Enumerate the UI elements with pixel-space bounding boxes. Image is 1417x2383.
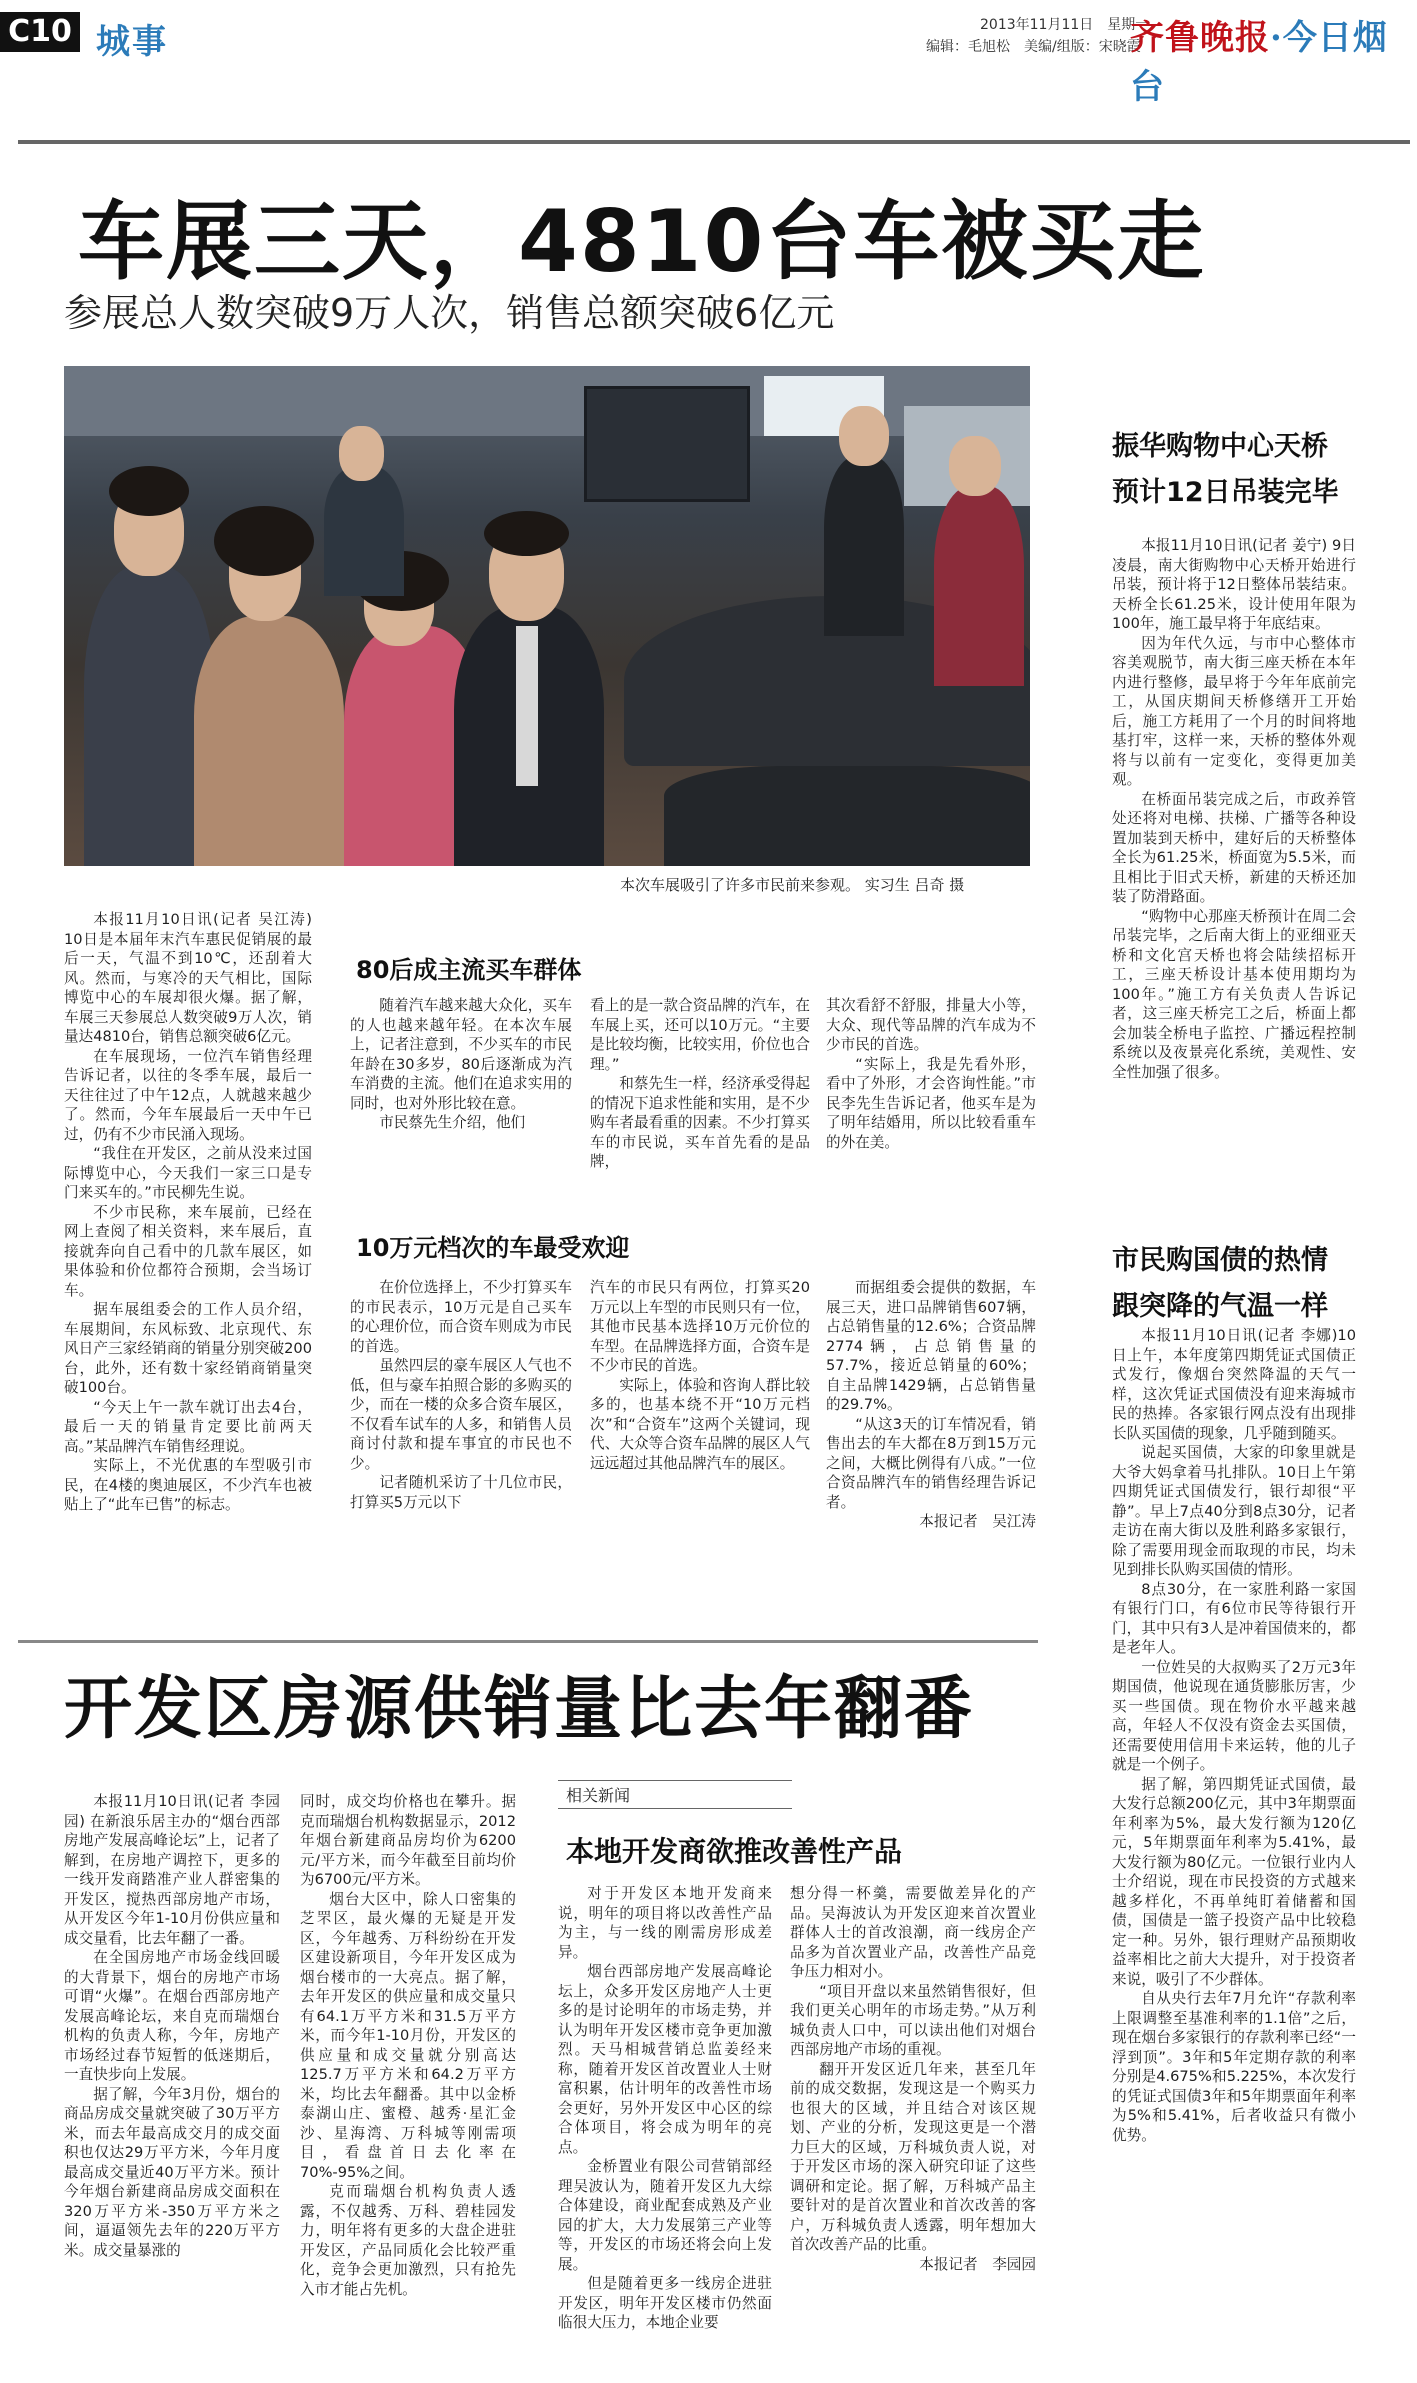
paragraph: 本报11月10日讯(记者 吴江涛) 10日是本届年末汽车惠民促销展的最后一天，气温不到10℃，还刮着大风。然而，与寒冷的天气相比，国际博览中心的车展却很火爆。据了解，车展三天参展总人数突破9万人次，销量达4810台，销售总额突破6亿元。 [64, 911, 312, 1045]
paragraph: 实际上，不光优惠的车型吸引市民，在4楼的奥迪展区，不少汽车也被贴上了“此车已售”的标志。 [64, 1457, 312, 1513]
page-number: C10 [0, 12, 80, 52]
paragraph: 看上的是一款合资品牌的汽车，在车展上买，还可以10万元。“主要是比较均衡，比较实用，价位也合理。” [590, 997, 810, 1073]
paragraph: 虽然四层的豪车展区人气也不低，但与豪车拍照合影的多购买的少，而在一楼的众多合资车展区，不仅看车试车的人多，和销售人员商讨付款和提车事宜的市民也不少。 [350, 1357, 572, 1472]
paragraph: 8点30分，在一家胜利路一家国有银行门口，有6位市民等待银行开门，其中只有3人是冲着国债来的，都是老年人。 [1112, 1580, 1356, 1656]
car-show-photo [64, 366, 1030, 866]
lead-headline: 车展三天，4810台车被买走 [78, 192, 1206, 292]
section-name: 城事 [96, 22, 168, 62]
paragraph: 同时，成交均价格也在攀升。据克而瑞烟台机构数据显示，2012年烟台新建商品房均价为6200元/平方米，而今年截至目前均价为6700元/平方米。 [300, 1793, 516, 1888]
paragraph: 不少市民称，来车展前，已经在网上查阅了相关资料，来车展后，直接就奔向自己看中的几款车展区，如果体验和价位都符合预期，会当场订车。 [64, 1203, 312, 1299]
photo-face [949, 436, 1001, 496]
masthead-brand [1130, 10, 1417, 108]
paragraph: 自从央行去年7月允许“存款利率上限调整至基准利率的1.1倍”之后，现在烟台多家银行的存款利率已经“一浮到顶”。3年和5年定期存款的利率分别是4.675%和5.225%，本次发行的凭证式国债3年和5年期票面年利率为5%和5.41%，后者收益只有微小优势。 [1112, 1990, 1356, 2144]
paragraph: 在价位选择上，不少打算买车的市民表示，10万元是自己买车的心理价位，而合资车则成为市民的首选。 [350, 1279, 572, 1355]
paragraph: “实际上，我是先看外形，看中了外形，才会咨询性能。”市民李先生告诉记者，他买车是为了明年结婚用，所以比较看重车的外在美。 [826, 1055, 1036, 1151]
paragraph: 在全国房地产市场金线回暖的大背景下，烟台的房地产市场可谓“火爆”。在烟台西部房地产发展高峰论坛，来自克而瑞烟台机构的负责人称，今年，房地产市场经过春节短暂的低迷期后，一直快步向上发展。 [64, 1949, 280, 2083]
header-rule [18, 140, 1410, 144]
paragraph: 随着汽车越来越大众化，买车的人也越来越年轻。在本次车展上，记者注意到，不少买车的市民年龄在30多岁，80后逐渐成为汽车消费的主流。他们在追求实用的同时，也对外形比较在意。 [350, 997, 572, 1112]
paragraph: 实际上，体验和咨询人群比较多的，也基本绕不开“10万元档次”和“合资车”这两个关键词，现代、大众等合资车品牌的展区人气远远超过其他品牌汽车的展区。 [590, 1376, 810, 1472]
side2-title-line2: 跟突降的气温一样 [1112, 1291, 1328, 1322]
photo-display-board [584, 386, 750, 502]
paragraph: 但是随着更多一线房企进驻开发区，明年开发区楼市仍然面临很大压力，本地企业要 [558, 2275, 772, 2331]
paragraph: 一位姓吴的大叔购买了2万元3年期国债，他说现在通货膨胀厉害，少买一些国债。现在物价水平越来越高，年轻人不仅没有资金去买国债，还需要使用信用卡来运转，他的儿子就是一个例子。 [1112, 1658, 1356, 1773]
second-column-4 [790, 1884, 1036, 2274]
paragraph: 说起买国债，大家的印象里就是大爷大妈拿着马扎排队。10日上午第四期凭证式国债发行，银行却很“平静”。早上7点40分到8点30分，记者走访在南大街以及胜利路多家银行，除了需要用现金而取现的市民，均未见到排长队购买国债的情形。 [1112, 1444, 1356, 1578]
paragraph: 据车展组委会的工作人员介绍，车展期间，东风标致、北京现代、东风日产三家经销商的销量分别突破200台，此外，还有数十家经销商销量突破100台。 [64, 1301, 312, 1396]
paragraph: “项目开盘以来虽然销售很好，但我们更关心明年的市场走势。”从万利城负责人口中，可以读出他们对烟台西部房地产市场的重视。 [790, 1982, 1036, 2058]
paragraph: 克而瑞烟台机构负责人透露，不仅越秀、万科、碧桂园发力，明年将有更多的大盘企进驻开发区，产品同质化会比较严重化，竞争会更加激烈，只有抢先入市才能占先机。 [300, 2183, 516, 2298]
sub1-column-2 [590, 996, 810, 1172]
paragraph: “今天上午一款车就订出去4台，最后一天的销量肯定要比前两天高。”某品牌汽车销售经理说。 [64, 1398, 312, 1455]
paragraph: 烟台西部房地产发展高峰论坛上，众多开发区房地产人士更多的是讨论明年的市场走势，并认为明年开发区楼市竞争更加激烈。天马相城营销总监姜经来称，随着开发区首改置业人士财富积累，估计明年的改善性市场会更好，另外开发区中心区的综合体项目，将会成为明年的亮点。 [558, 1963, 772, 2156]
paragraph: 据了解，第四期凭证式国债，最大发行总额200亿元，其中3年期票面年利率为5%，最大发行额为120亿元，5年期票面年利率为5.41%，最大发行额为80亿元。一位银行业内人士介绍说，现在市民投资的方式越来越多样化，不再单纯盯着储蓄和国债，国债是一篮子投资产品中比较稳定一种。另外，银行理财产品预期收益率相比之前大大提升，对于投资者来说，吸引了不少群体。 [1112, 1775, 1356, 1988]
second-headline: 开发区房源供销量比去年翻番 [64, 1670, 975, 1749]
side2-body [1112, 1326, 1356, 2145]
photo-person [934, 486, 1024, 686]
byline: 本报记者 李园园 [919, 2255, 1036, 2273]
sub2-column-3 [826, 1278, 1036, 1532]
photo-person [324, 466, 404, 596]
lead-subheadline: 参展总人数突破9万人次，销售总额突破6亿元 [64, 291, 835, 335]
side1-title-line1: 振华购物中心天桥 [1112, 431, 1328, 462]
related-headline: 本地开发商欲推改善性产品 [566, 1835, 903, 1868]
paragraph: 在车展现场，一位汽车销售经理告诉记者，以往的冬季车展，最后一天往往过了中午12点，人就越来越少了。然而，今年车展最后一天中午已过，仍有不少市民涌入现场。 [64, 1047, 312, 1143]
paragraph: 金桥置业有限公司营销部经理吴波认为，随着开发区九大综合体建设，商业配套成熟及产业园的扩大，大力发展第三产业等等，开发区的市场还将会向上发展。 [558, 2158, 772, 2273]
photo-hair [109, 466, 189, 516]
paragraph: “我住在开发区，之前从没来过国际博览中心，今天我们一家三口是专门来买车的。”市民柳先生说。 [64, 1145, 312, 1201]
side1-title-line2: 预计12日吊装完毕 [1112, 477, 1339, 508]
paragraph: 烟台大区中，除人口密集的芝罘区，最火爆的无疑是开发区，今年越秀、万科纷纷在开发区建设新项目，今年开发区成为烟台楼市的一大亮点。据了解，去年开发区的供应量和成交量只有64.1万平方米和31.5万平方米，而今年1-10月份，开发区的供应量和成交量就分别高达125.7万平方米和64.2万平方米，均比去年翻番。其中以金桥泰湖山庄、蜜橙、越秀·星汇金沙、星海湾、万科城等刚需项目，看盘首日去化率在70%-95%之间。 [300, 1890, 516, 2181]
paragraph: “购物中心那座天桥预计在周二会吊装完毕，之后南大街上的亚细亚天桥和文化宫天桥也将会陆续招标开工，三座天桥设计基本使用期均为100年。”施工方有关负责人告诉记者，这三座天桥完工之后，桥面上都会加装全桥电子监控、广播远程控制系统以及夜景亮化系统，美观性、安全性加强了很多。 [1112, 907, 1356, 1081]
brand-sub: ·今日烟台 [1130, 18, 1388, 107]
paragraph: 想分得一杯羹，需要做差异化的产品。吴海波认为开发区迎来首次置业群体人士的首改浪潮，商一线房企产品多为首次置业产品，改善性产品竞争压力相对小。 [790, 1885, 1036, 1980]
editors-line: 编辑：毛旭松 美编/组版：宋晓霞 [926, 39, 1141, 55]
photo-shirt [516, 626, 538, 786]
side2-title-line1: 市民购国债的热情 [1112, 1245, 1328, 1276]
subhead-100k: 10万元档次的车最受欢迎 [356, 1234, 630, 1262]
lead-column-1 [64, 910, 312, 1515]
paragraph: 翻开开发区近几年来，甚至几年前的成交数据，发现这是一个购买力也很大的区域，并且结合对该区规划、产业的分析，发现这更是一个潜力巨大的区域，万科城负责人说，对于开发区市场的深入研究印证了这些调研和定论。据了解，万科城产品主要针对的是首次置业和首次改善的客户，万科城负责人透露，明年想加大首次改善产品的比重。 [790, 2060, 1036, 2253]
side1-title [1112, 424, 1339, 516]
paragraph: 本报11月10日讯(记者 李娜)10日上午，本年度第四期凭证式国债正式发行，像烟台突然降温的天气一样，这次凭证式国债没有迎来海城市民的热捧。各家银行网点没有出现排长队买国债的现象，几乎随到随买。 [1112, 1327, 1356, 1442]
brand-main: 齐鲁晚报 [1130, 18, 1270, 58]
paragraph: 在桥面吊装完成之后，市政养管处还将对电梯、扶梯、广播等各种设置加装到天桥中，建好后的天桥整体全长为61.25米，桥面宽为5.5米，而且相比于旧式天桥，新建的天桥还加装了防滑路面。 [1112, 790, 1356, 905]
photo-face [339, 426, 384, 481]
second-column-2 [300, 1792, 516, 2299]
paragraph: 而据组委会提供的数据，车展三天，进口品牌销售607辆，占总销售量的12.6%；合资品牌2774辆，占总销售量的57.7%，接近总销量的60%；自主品牌1429辆，占总销售量的29.7%。 [826, 1279, 1036, 1413]
sub1-column-3 [826, 996, 1036, 1152]
paragraph: 本报11月10日讯(记者 姜宁) 9日凌晨，南大街购物中心天桥开始进行吊装，预计将于12日整体吊装结束。天桥全长61.25米，设计使用年限为100年，施工最早将于年底结束。 [1112, 537, 1356, 632]
second-column-3 [558, 1884, 772, 2333]
byline: 本报记者 吴江涛 [919, 1513, 1036, 1530]
photo-face [839, 406, 889, 466]
sub2-column-1 [350, 1278, 572, 1512]
side2-title [1112, 1238, 1328, 1330]
paragraph: 对于开发区本地开发商来说，明年的项目将以改善性产品为主，与一线的刚需房形成差异。 [558, 1885, 772, 1961]
paragraph: “从这3天的订车情况看，销售出去的车大都在8万到15万元之间，大概比例得有八成。”一位合资品牌汽车的销售经理告诉记者。 [826, 1415, 1036, 1511]
section-rule [18, 1640, 1038, 1643]
photo-person [824, 456, 904, 636]
related-news-label: 相关新闻 [558, 1780, 792, 1809]
paragraph: 市民蔡先生介绍，他们 [379, 1114, 526, 1131]
paragraph: 记者随机采访了十几位市民，打算买5万元以下 [350, 1474, 572, 1511]
photo-hair [214, 506, 314, 576]
subhead-80s: 80后成主流买车群体 [356, 956, 582, 984]
second-column-1 [64, 1792, 280, 2260]
issue-date: 2013年11月11日 星期一 [980, 17, 1150, 33]
photo-caption: 本次车展吸引了许多市民前来参观。 实习生 吕奇 摄 [620, 876, 965, 894]
paragraph: 据了解，今年3月份，烟台的商品房成交量就突破了30万平方米，而去年最高成交月的成交面积也仅达29万平方米，今年月度最高成交量近40万平方米。预计今年烟台新建商品房成交面积在320万平方米-350万平方米之间，逼逼领先去年的220万平方米。成交量暴涨的 [64, 2085, 280, 2259]
photo-person [194, 616, 344, 866]
sub1-column-1 [350, 996, 572, 1133]
paragraph: 本报11月10日讯(记者 李园园) 在新浪乐居主办的“烟台西部房地产发展高峰论坛”上，记者了解到，在房地产调控下，更多的一线开发商踏准产业人群密集的开发区，搅热西部房地产市场，从开发区今年1-10月份供应量和成交量看，比去年翻了一番。 [64, 1793, 280, 1947]
sub2-column-2 [590, 1278, 810, 1473]
side1-body [1112, 536, 1356, 1082]
paragraph: 汽车的市民只有两位，打算买20万元以上车型的市民则只有一位，其他市民基本选择10万元价位的车型。在品牌选择方面，合资车是不少市民的首选。 [590, 1279, 810, 1374]
photo-hair [484, 511, 569, 556]
paragraph: 和蔡先生一样，经济承受得起的情况下追求性能和实用，是不少购车者最看重的因素。不少打算买车的市民说，买车首先看的是品牌， [590, 1075, 810, 1170]
paragraph: 其次看舒不舒服，排量大小等，大众、现代等品牌的汽车成为不少市民的首选。 [826, 997, 1036, 1053]
photo-car-front [664, 766, 1030, 866]
paragraph: 因为年代久远，与市中心整体市容美观脱节，南大街三座天桥在本年内进行整修，最早将于今年年底前完工，从国庆期间天桥修缮开工开始后，施工方耗用了一个月的时间将地基打牢，这样一来，天桥的整体外观将与以前有一定变化，变得更加美观。 [1112, 634, 1356, 788]
